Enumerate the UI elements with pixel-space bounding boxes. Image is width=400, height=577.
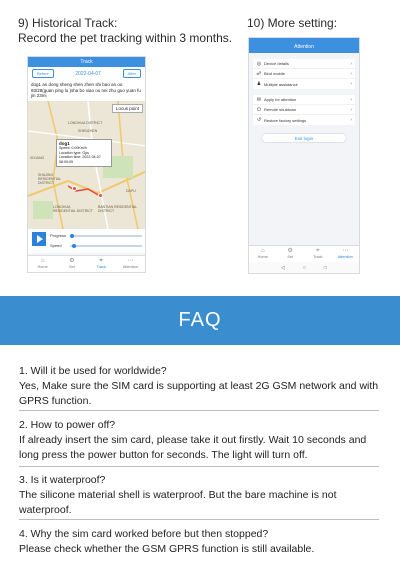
track-icon: ⌖ [99, 258, 103, 264]
menu-label: Remote shutdown [264, 107, 297, 112]
power-icon: ⏻ [257, 106, 261, 113]
faq-question: 2. How to power off? [19, 419, 116, 431]
menu-bind-mobile[interactable] [253, 69, 355, 79]
popup-speed: Speed: 0.00Km/h [59, 146, 87, 151]
locus-point-button[interactable]: Locus point [112, 104, 143, 113]
menu-remote-shutdown[interactable] [253, 105, 355, 115]
tab-home[interactable] [249, 246, 277, 262]
chevron-right-icon: › [350, 106, 352, 113]
restore-icon: ↺ [256, 117, 262, 123]
tab-home[interactable] [28, 256, 57, 272]
faq-item [19, 418, 379, 463]
map-label: SHAJING RESIDENTIAL DISTRICT [38, 172, 61, 185]
faq-item [19, 473, 379, 518]
tab-track[interactable] [304, 246, 332, 262]
tab-track[interactable] [87, 256, 116, 272]
speed-knob[interactable] [72, 244, 76, 248]
track-header: Track [28, 57, 145, 67]
gear-icon: ⚙ [287, 248, 293, 254]
tab-label: Attention [337, 255, 353, 259]
tab-attention[interactable] [332, 246, 360, 262]
settings-screenshot [248, 37, 360, 274]
popup-location-time: Location time: 2022-04-07 08:09:05 [59, 155, 101, 164]
menu-restore-factory[interactable] [253, 115, 355, 125]
more-icon: ⋯ [342, 248, 349, 254]
tab-label: Home [37, 265, 48, 269]
tab-label: Attention [122, 265, 138, 269]
mail-icon: ✉ [256, 96, 262, 103]
speed-label: Speed [50, 242, 62, 248]
exit-login-button[interactable]: Exit login [261, 133, 347, 143]
divider [19, 519, 379, 520]
back-icon[interactable]: ◁ [281, 264, 285, 271]
faq-answer: The silicone material shell is waterproof. But the bare machine is not waterproof. [19, 489, 337, 516]
after-button[interactable]: After [123, 69, 141, 78]
tab-attention[interactable] [116, 256, 145, 272]
faq-answer: Please check whether the GSM GPRS function is still available. [19, 543, 315, 555]
tab-set[interactable] [57, 256, 86, 272]
recents-icon[interactable]: □ [323, 264, 327, 271]
user-icon: ♟ [256, 81, 262, 87]
popup-name: dog1 [59, 140, 70, 146]
track-tabbar [28, 255, 145, 272]
home-circle-icon[interactable]: ○ [302, 264, 306, 271]
date-bar [28, 67, 145, 80]
before-button[interactable]: Before [32, 69, 54, 78]
tab-label: Track [96, 265, 106, 269]
faq-question: 4. Why the sim card worked before but then stopped? [19, 528, 269, 540]
map-pin[interactable] [72, 186, 77, 191]
map-label: XIXIANG [30, 155, 45, 160]
divider [19, 410, 379, 411]
settings-header: Attention [249, 41, 359, 53]
progress-label: Progress [50, 232, 67, 238]
menu-device-details[interactable] [253, 59, 355, 69]
speed-slider[interactable] [70, 245, 142, 247]
faq-item [19, 527, 379, 557]
divider [19, 466, 379, 467]
progress-slider[interactable] [70, 235, 142, 237]
play-icon[interactable] [32, 232, 46, 246]
progress-knob[interactable] [70, 234, 74, 238]
map-label: DAPU [126, 188, 136, 193]
historical-track-caption [18, 16, 238, 46]
chevron-right-icon: › [350, 70, 352, 77]
menu-label: Multiple assistance [264, 81, 298, 87]
map-pin[interactable] [98, 193, 103, 198]
tab-label: Set [69, 265, 75, 269]
android-nav-bar [249, 262, 359, 273]
address-text: dog1 an dong sheng shen zhen shi bao an ou 93/28(guan ping lu )sha bo xiao ou nei zhu guo yuan fu jin 23mi [28, 80, 145, 101]
settings-group-2 [253, 95, 355, 125]
faq-question: 1. Will it be used for worldwide? [19, 365, 167, 377]
track-date: 2022-04-07 [75, 70, 101, 77]
menu-label: Apply for attention [264, 97, 297, 102]
link-icon: ☍ [256, 70, 262, 77]
faq-answer: Yes, Make sure the SIM card is supporting at least 2G GSM network and with GPRS function. [19, 380, 379, 407]
faq-question: 3. Is it waterproof? [19, 474, 106, 486]
faq-item [19, 364, 379, 409]
location-popup [56, 139, 112, 168]
tab-label: Home [257, 255, 268, 259]
menu-apply-attention[interactable] [253, 95, 355, 105]
menu-label: Restore factory settings [264, 117, 307, 123]
settings-tabbar [249, 245, 359, 262]
home-icon: ⌂ [40, 258, 45, 264]
track-icon: ⌖ [316, 248, 320, 254]
tab-label: Set [287, 255, 294, 259]
chevron-right-icon: › [350, 60, 352, 67]
more-icon: ⋯ [127, 258, 134, 264]
chevron-right-icon: › [350, 96, 352, 103]
faq-banner: FAQ [0, 296, 400, 345]
more-setting-caption [247, 16, 397, 31]
historical-track-title: 9) Historical Track: [18, 16, 118, 30]
faq-answer: If already insert the sim card, please take it out firstly. Wait 10 seconds and long press the power button for seconds. The light will turn off. [19, 434, 367, 461]
chevron-right-icon: › [350, 117, 352, 123]
historical-track-text: Record the pet tracking within 3 months. [18, 31, 233, 45]
popup-location-type: Location type: Gps [59, 150, 89, 155]
menu-label: Device details [264, 61, 289, 66]
chevron-right-icon: › [350, 81, 352, 87]
home-icon: ⌂ [260, 248, 265, 254]
tab-set[interactable] [277, 246, 305, 262]
more-setting-title: 10) More setting: [247, 16, 338, 30]
playback-controls [28, 229, 145, 253]
device-icon: ◎ [256, 60, 262, 67]
gear-icon: ⚙ [69, 258, 75, 264]
settings-group-1 [253, 59, 355, 89]
track-map[interactable] [28, 101, 145, 229]
map-label: LONGHUA DISTRICT [68, 120, 103, 125]
map-label: SHENZHEN [78, 128, 98, 133]
menu-multiple-assistance[interactable] [253, 79, 355, 89]
menu-label: Bind mobile [264, 71, 285, 76]
tab-label: Track [313, 255, 323, 259]
map-label: BANTIAN RESIDENTIAL DISTRICT [98, 204, 137, 213]
map-label: LONGHUA RESIDENTIAL DISTRICT [53, 204, 93, 213]
track-screenshot [27, 56, 146, 273]
